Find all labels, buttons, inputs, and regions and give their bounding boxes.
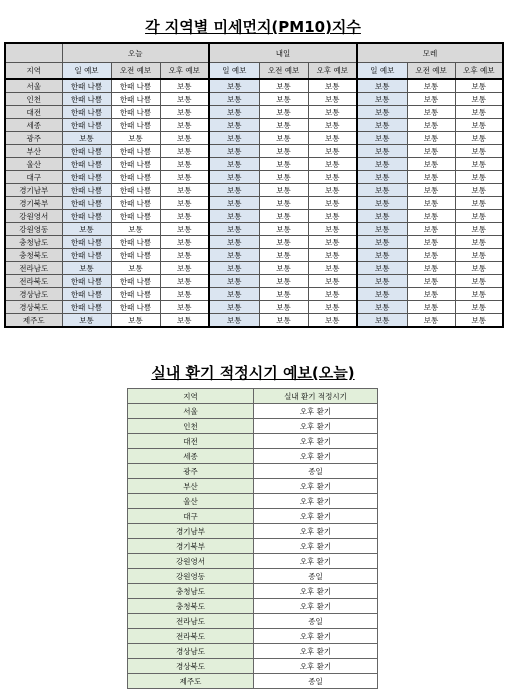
pm-region-cell: 세종 [5,119,62,132]
pm-value-cell: 보통 [160,288,209,301]
vent-row [128,674,378,689]
vent-value-cell: 종일 [254,674,378,689]
pm-value-cell: 한때 나쁨 [111,249,160,262]
pm-value-cell: 보통 [357,301,407,314]
vent-row [128,569,378,584]
pm-value-cell: 보통 [407,184,455,197]
pm-row [5,249,503,262]
pm-value-cell: 보통 [308,262,357,275]
pm-value-cell: 보통 [209,106,259,119]
pm-value-cell: 보통 [308,184,357,197]
pm-value-cell: 보통 [308,288,357,301]
pm-value-cell: 보통 [160,223,209,236]
pm-value-cell: 보통 [357,262,407,275]
pm-value-cell: 한때 나쁨 [62,288,111,301]
pm-value-cell: 보통 [160,171,209,184]
pm-row [5,79,503,93]
pm-value-cell: 보통 [259,197,308,210]
pm-row [5,275,503,288]
pm-value-cell: 보통 [407,132,455,145]
pm-row [5,158,503,171]
vent-row [128,419,378,434]
vent-value-cell: 종일 [254,569,378,584]
vent-row [128,644,378,659]
pm-value-cell: 보통 [407,301,455,314]
pm-value-cell: 보통 [455,301,503,314]
pm-row [5,171,503,184]
pm-value-cell: 보통 [259,93,308,106]
pm-row [5,184,503,197]
pm-value-cell: 보통 [407,314,455,328]
pm-value-cell: 보통 [455,223,503,236]
pm-value-cell: 한때 나쁨 [111,79,160,93]
vent-row [128,629,378,644]
ventilation-table [127,388,378,689]
vent-row [128,599,378,614]
pm-region-cell: 경상남도 [5,288,62,301]
pm-value-cell: 보통 [455,210,503,223]
pm-value-cell: 한때 나쁨 [62,158,111,171]
pm-day-header: 오늘 [62,43,209,63]
pm-value-cell: 보통 [455,158,503,171]
pm-value-cell: 보통 [111,223,160,236]
pm-value-cell: 보통 [455,171,503,184]
vent-value-cell: 종일 [254,614,378,629]
pm-value-cell: 보통 [357,197,407,210]
vent-region-cell: 경상남도 [128,644,254,659]
pm-value-cell: 보통 [160,314,209,328]
pm-region-cell: 대구 [5,171,62,184]
pm-day-header: 내일 [209,43,357,63]
pm-row [5,106,503,119]
vent-value-cell: 오후 환기 [254,434,378,449]
pm-value-cell: 한때 나쁨 [62,210,111,223]
vent-row [128,584,378,599]
pm-value-cell: 보통 [357,145,407,158]
pm-value-cell: 보통 [160,275,209,288]
pm-value-cell: 보통 [308,158,357,171]
pm-region-cell: 울산 [5,158,62,171]
pm-value-cell: 보통 [407,249,455,262]
pm-value-cell: 보통 [259,171,308,184]
pm-region-cell: 충청남도 [5,236,62,249]
pm-value-cell: 보통 [160,262,209,275]
pm-value-cell: 보통 [308,249,357,262]
vent-row [128,554,378,569]
pm-value-cell: 보통 [160,93,209,106]
pm-value-cell: 보통 [455,184,503,197]
pm-value-cell: 보통 [160,106,209,119]
pm-value-cell: 한때 나쁨 [111,145,160,158]
pm-value-cell: 한때 나쁨 [111,184,160,197]
pm-value-cell: 보통 [455,262,503,275]
vent-title: 실내 환기 적정시기 예보(오늘) [151,364,355,382]
pm-value-cell: 보통 [259,119,308,132]
pm-value-cell: 보통 [407,210,455,223]
pm-value-cell: 보통 [308,119,357,132]
pm-value-cell: 보통 [209,93,259,106]
pm-row [5,145,503,158]
pm-region-cell: 강원영서 [5,210,62,223]
pm-region-cell: 전라남도 [5,262,62,275]
vent-region-cell: 경기북부 [128,539,254,554]
pm-value-cell: 보통 [209,210,259,223]
pm-subheader: 일 예보 [357,63,407,80]
vent-row [128,464,378,479]
pm-value-cell: 보통 [455,236,503,249]
pm-value-cell: 한때 나쁨 [111,171,160,184]
pm-value-cell: 보통 [357,171,407,184]
pm-value-cell: 한때 나쁨 [62,249,111,262]
pm-value-cell: 보통 [160,184,209,197]
pm-value-cell: 보통 [455,79,503,93]
pm-value-cell: 보통 [308,197,357,210]
pm-value-cell: 보통 [407,236,455,249]
vent-region-cell: 대전 [128,434,254,449]
pm-value-cell: 보통 [160,119,209,132]
vent-row [128,434,378,449]
pm-value-cell: 보통 [407,79,455,93]
pm-day-header: 모레 [357,43,503,63]
pm-value-cell: 보통 [357,223,407,236]
vent-value-cell: 오후 환기 [254,659,378,674]
pm-value-cell: 보통 [407,275,455,288]
pm-value-cell: 한때 나쁨 [111,275,160,288]
pm-value-cell: 보통 [308,93,357,106]
pm-value-cell: 보통 [455,288,503,301]
pm-value-cell: 보통 [407,106,455,119]
vent-value-cell: 오후 환기 [254,404,378,419]
pm-row [5,262,503,275]
pm-value-cell: 보통 [160,79,209,93]
vent-region-cell: 충청북도 [128,599,254,614]
pm-row [5,236,503,249]
pm-value-cell: 보통 [209,314,259,328]
pm-value-cell: 한때 나쁨 [62,275,111,288]
pm-value-cell: 보통 [407,145,455,158]
vent-row [128,539,378,554]
pm-region-cell: 대전 [5,106,62,119]
pm-region-cell: 충청북도 [5,249,62,262]
vent-row [128,614,378,629]
pm-subheader: 오후 예보 [455,63,503,80]
pm-value-cell: 보통 [407,223,455,236]
pm-value-cell: 한때 나쁨 [111,236,160,249]
pm-region-cell: 경상북도 [5,301,62,314]
pm-value-cell: 보통 [308,132,357,145]
pm-value-cell: 보통 [160,145,209,158]
pm-value-cell: 보통 [209,288,259,301]
pm-value-cell: 보통 [308,171,357,184]
vent-value-cell: 오후 환기 [254,419,378,434]
pm-value-cell: 보통 [455,93,503,106]
pm-subheader: 오후 예보 [160,63,209,80]
pm-subheader: 일 예보 [62,63,111,80]
pm-value-cell: 보통 [357,158,407,171]
pm-value-cell: 보통 [62,262,111,275]
pm-row [5,197,503,210]
pm-value-cell: 보통 [111,262,160,275]
pm-row [5,119,503,132]
vent-value-header: 실내 환기 적정시기 [254,389,378,404]
pm-subheader: 오전 예보 [407,63,455,80]
pm-value-cell: 보통 [455,197,503,210]
pm-value-cell: 보통 [259,158,308,171]
pm-value-cell: 보통 [308,301,357,314]
vent-value-cell: 오후 환기 [254,479,378,494]
vent-region-cell: 대구 [128,509,254,524]
pm-value-cell: 보통 [259,249,308,262]
vent-value-cell: 오후 환기 [254,539,378,554]
pm-value-cell: 보통 [259,79,308,93]
pm-value-cell: 보통 [455,145,503,158]
pm-value-cell: 보통 [455,119,503,132]
pm-value-cell: 보통 [259,106,308,119]
pm-value-cell: 보통 [209,275,259,288]
vent-region-cell: 부산 [128,479,254,494]
pm-value-cell: 보통 [111,132,160,145]
pm-value-cell: 한때 나쁨 [62,106,111,119]
pm-row [5,301,503,314]
vent-row [128,404,378,419]
vent-row [128,479,378,494]
vent-value-cell: 종일 [254,464,378,479]
pm-region-cell: 제주도 [5,314,62,328]
pm-value-cell: 보통 [308,223,357,236]
pm-value-cell: 보통 [357,314,407,328]
pm-region-cell: 경기북부 [5,197,62,210]
pm-row [5,132,503,145]
vent-region-header: 지역 [128,389,254,404]
pm-value-cell: 보통 [259,288,308,301]
vent-value-cell: 오후 환기 [254,554,378,569]
pm-value-cell: 보통 [455,132,503,145]
vent-value-cell: 오후 환기 [254,644,378,659]
vent-row [128,509,378,524]
pm-value-cell: 보통 [209,301,259,314]
pm-value-cell: 보통 [308,275,357,288]
pm-value-cell: 보통 [308,79,357,93]
pm-value-cell: 보통 [259,262,308,275]
pm-value-cell: 보통 [259,184,308,197]
pm-value-cell: 보통 [209,119,259,132]
vent-value-cell: 오후 환기 [254,584,378,599]
pm-value-cell: 보통 [357,132,407,145]
pm-value-cell: 보통 [62,132,111,145]
pm-value-cell: 한때 나쁨 [111,210,160,223]
pm-value-cell: 한때 나쁨 [62,184,111,197]
vent-region-cell: 강원영동 [128,569,254,584]
vent-region-cell: 충청남도 [128,584,254,599]
pm-value-cell: 보통 [209,184,259,197]
pm-value-cell: 보통 [357,210,407,223]
pm-value-cell: 보통 [407,262,455,275]
pm-value-cell: 보통 [259,236,308,249]
pm-value-cell: 보통 [455,314,503,328]
pm-value-cell: 한때 나쁨 [111,119,160,132]
vent-region-cell: 세종 [128,449,254,464]
pm-value-cell: 한때 나쁨 [111,158,160,171]
pm-value-cell: 보통 [407,158,455,171]
pm-value-cell: 보통 [111,314,160,328]
pm-value-cell: 보통 [209,236,259,249]
pm-value-cell: 보통 [308,106,357,119]
pm10-table [4,42,504,328]
vent-value-cell: 오후 환기 [254,629,378,644]
vent-header-row [128,389,378,404]
pm-value-cell: 보통 [160,210,209,223]
pm-value-cell: 보통 [259,210,308,223]
vent-row [128,659,378,674]
vent-value-cell: 오후 환기 [254,599,378,614]
pm-value-cell: 보통 [455,106,503,119]
vent-region-cell: 경기남부 [128,524,254,539]
vent-row [128,494,378,509]
pm-subheader: 오전 예보 [111,63,160,80]
pm-value-cell: 한때 나쁨 [62,171,111,184]
pm-row [5,210,503,223]
pm-value-cell: 한때 나쁨 [111,106,160,119]
vent-region-cell: 강원영서 [128,554,254,569]
pm-value-cell: 보통 [209,132,259,145]
pm-value-cell: 한때 나쁨 [62,197,111,210]
pm-value-cell: 보통 [209,249,259,262]
pm-value-cell: 보통 [259,132,308,145]
vent-value-cell: 오후 환기 [254,509,378,524]
pm-region-cell: 서울 [5,79,62,93]
vent-value-cell: 오후 환기 [254,524,378,539]
pm-value-cell: 보통 [160,158,209,171]
pm-value-cell: 보통 [407,93,455,106]
pm-value-cell: 보통 [455,249,503,262]
pm-header-days [5,43,503,63]
pm-region-header: 지역 [5,63,62,80]
pm-row [5,288,503,301]
vent-region-cell: 제주도 [128,674,254,689]
pm-value-cell: 보통 [455,275,503,288]
pm-region-cell: 부산 [5,145,62,158]
pm-value-cell: 보통 [407,197,455,210]
pm-value-cell: 한때 나쁨 [62,301,111,314]
pm-header-sub [5,63,503,80]
pm-value-cell: 보통 [357,106,407,119]
pm-row [5,93,503,106]
pm-value-cell: 보통 [209,171,259,184]
pm-value-cell: 보통 [209,197,259,210]
vent-region-cell: 광주 [128,464,254,479]
vent-region-cell: 서울 [128,404,254,419]
pm-value-cell: 보통 [160,236,209,249]
pm-value-cell: 한때 나쁨 [62,119,111,132]
vent-region-cell: 인천 [128,419,254,434]
pm-value-cell: 한때 나쁨 [62,93,111,106]
pm-value-cell: 한때 나쁨 [111,288,160,301]
pm-value-cell: 보통 [357,79,407,93]
pm-region-cell: 강원영동 [5,223,62,236]
pm-value-cell: 보통 [308,236,357,249]
pm-header-blank [5,43,62,63]
pm-value-cell: 보통 [160,197,209,210]
pm-value-cell: 한때 나쁨 [62,236,111,249]
pm-region-cell: 경기남부 [5,184,62,197]
pm-value-cell: 보통 [357,275,407,288]
vent-region-cell: 경상북도 [128,659,254,674]
pm-value-cell: 보통 [357,236,407,249]
pm-value-cell: 한때 나쁨 [62,145,111,158]
vent-value-cell: 오후 환기 [254,494,378,509]
pm-value-cell: 보통 [357,184,407,197]
pm-value-cell: 한때 나쁨 [111,197,160,210]
pm-subheader: 일 예보 [209,63,259,80]
vent-value-cell: 오후 환기 [254,449,378,464]
pm-value-cell: 한때 나쁨 [111,93,160,106]
pm-value-cell: 한때 나쁨 [111,301,160,314]
pm-value-cell: 보통 [209,145,259,158]
vent-row [128,449,378,464]
pm-value-cell: 한때 나쁨 [62,79,111,93]
pm-value-cell: 보통 [357,249,407,262]
pm-region-cell: 인천 [5,93,62,106]
pm-row [5,223,503,236]
pm-value-cell: 보통 [62,223,111,236]
pm-value-cell: 보통 [259,223,308,236]
pm-value-cell: 보통 [357,288,407,301]
pm-value-cell: 보통 [308,314,357,328]
pm-value-cell: 보통 [357,93,407,106]
pm-value-cell: 보통 [160,301,209,314]
pm-value-cell: 보통 [160,132,209,145]
pm-value-cell: 보통 [407,288,455,301]
pm-value-cell: 보통 [407,171,455,184]
pm-title: 각 지역별 미세먼지(PM10)지수 [145,18,361,36]
pm-row [5,314,503,328]
pm-value-cell: 보통 [209,223,259,236]
vent-region-cell: 전라북도 [128,629,254,644]
pm-value-cell: 보통 [209,158,259,171]
pm-region-cell: 광주 [5,132,62,145]
pm-value-cell: 보통 [209,262,259,275]
pm-value-cell: 보통 [259,314,308,328]
pm-value-cell: 보통 [160,249,209,262]
pm-value-cell: 보통 [62,314,111,328]
pm-value-cell: 보통 [308,210,357,223]
pm-value-cell: 보통 [308,145,357,158]
pm-value-cell: 보통 [209,79,259,93]
pm-value-cell: 보통 [407,119,455,132]
vent-region-cell: 전라남도 [128,614,254,629]
pm-value-cell: 보통 [259,275,308,288]
pm-value-cell: 보통 [259,301,308,314]
pm-subheader: 오전 예보 [259,63,308,80]
vent-region-cell: 울산 [128,494,254,509]
pm-subheader: 오후 예보 [308,63,357,80]
vent-row [128,524,378,539]
pm-region-cell: 전라북도 [5,275,62,288]
pm-value-cell: 보통 [259,145,308,158]
pm-value-cell: 보통 [357,119,407,132]
